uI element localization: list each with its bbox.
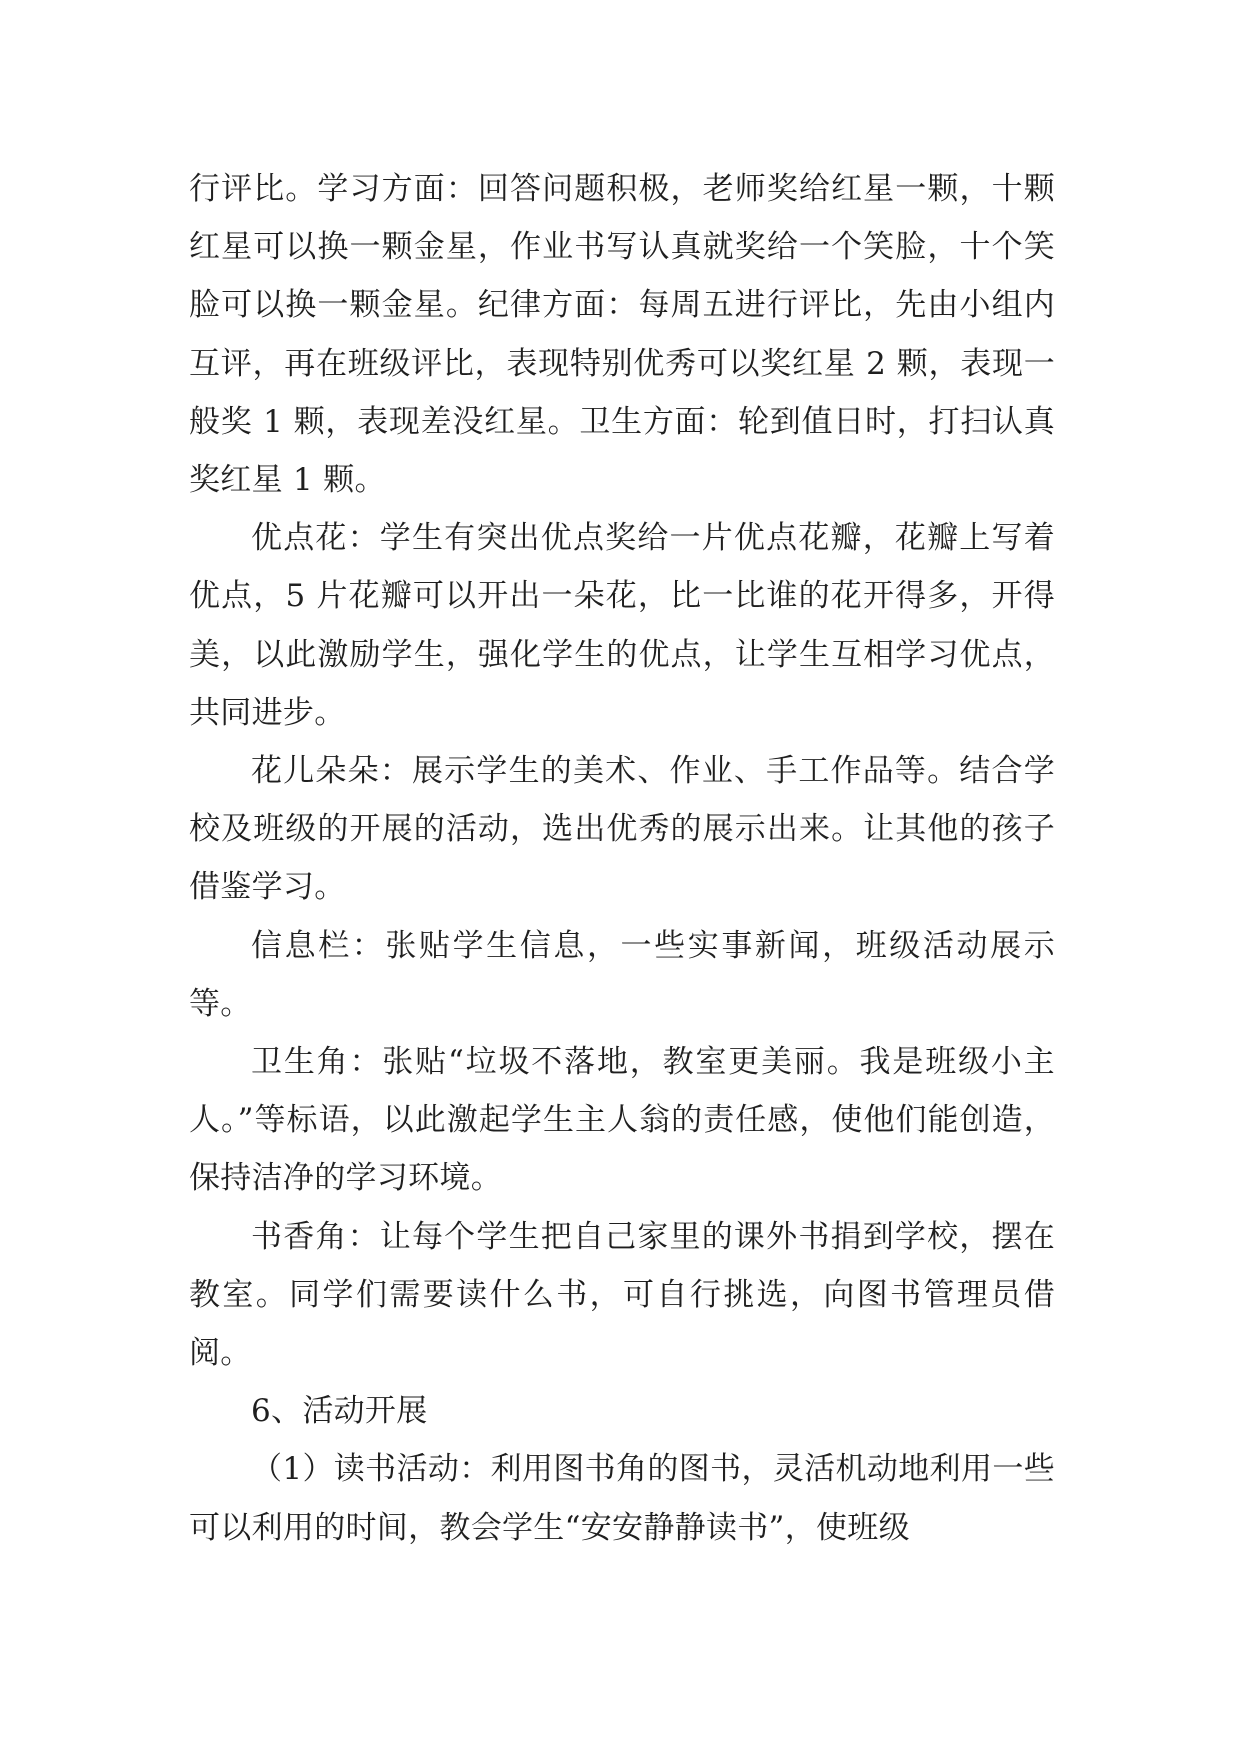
paragraph-reading-activity: （1）读书活动：利用图书角的图书，灵活机动地利用一些可以利用的时间，教会学生“安安静静读书”，使班级: [189, 1451, 1055, 1546]
paragraph-flowers-display: 花儿朵朵：展示学生的美术、作业、手工作品等。结合学校及班级的开展的活动，选出优秀的展示出来。让其他的孩子借鉴学习。: [189, 753, 1055, 906]
section-heading-activities: 6、活动开展: [251, 1393, 428, 1430]
paragraph-evaluation-rules: 行评比。学习方面：回答问题积极，老师奖给红星一颗，十颗红星可以换一颗金星，作业书写认真就奖给一个笑脸，十个笑脸可以换一颗金星。纪律方面：每周五进行评比，先由小组内互评，再在班级评比，表现特别优秀可以奖红星 2 颗，表现一般奖 1 颗，表现差没红星。卫生方面：轮到值日时，打扫认真奖红星 1 颗。: [189, 171, 1055, 499]
paragraph-info-board: 信息栏：张贴学生信息，一些实事新闻，班级活动展示等。: [189, 927, 1055, 1022]
paragraph-merit-flower: 优点花：学生有突出优点奖给一片优点花瓣，花瓣上写着优点，5 片花瓣可以开出一朵花，比一比谁的花开得多，开得美，以此激励学生，强化学生的优点，让学生互相学习优点，共同进步。: [189, 520, 1055, 731]
paragraph-hygiene-corner: 卫生角：张贴“垃圾不落地，教室更美丽。我是班级小主人。”等标语，以此激起学生主人翁的责任感，使他们能创造，保持洁净的学习环境。: [189, 1044, 1055, 1197]
paragraph-reading-corner: 书香角：让每个学生把自己家里的课外书捐到学校，摆在教室。同学们需要读什么书，可自行挑选，向图书管理员借阅。: [189, 1218, 1055, 1372]
document-body: [189, 160, 1055, 1557]
